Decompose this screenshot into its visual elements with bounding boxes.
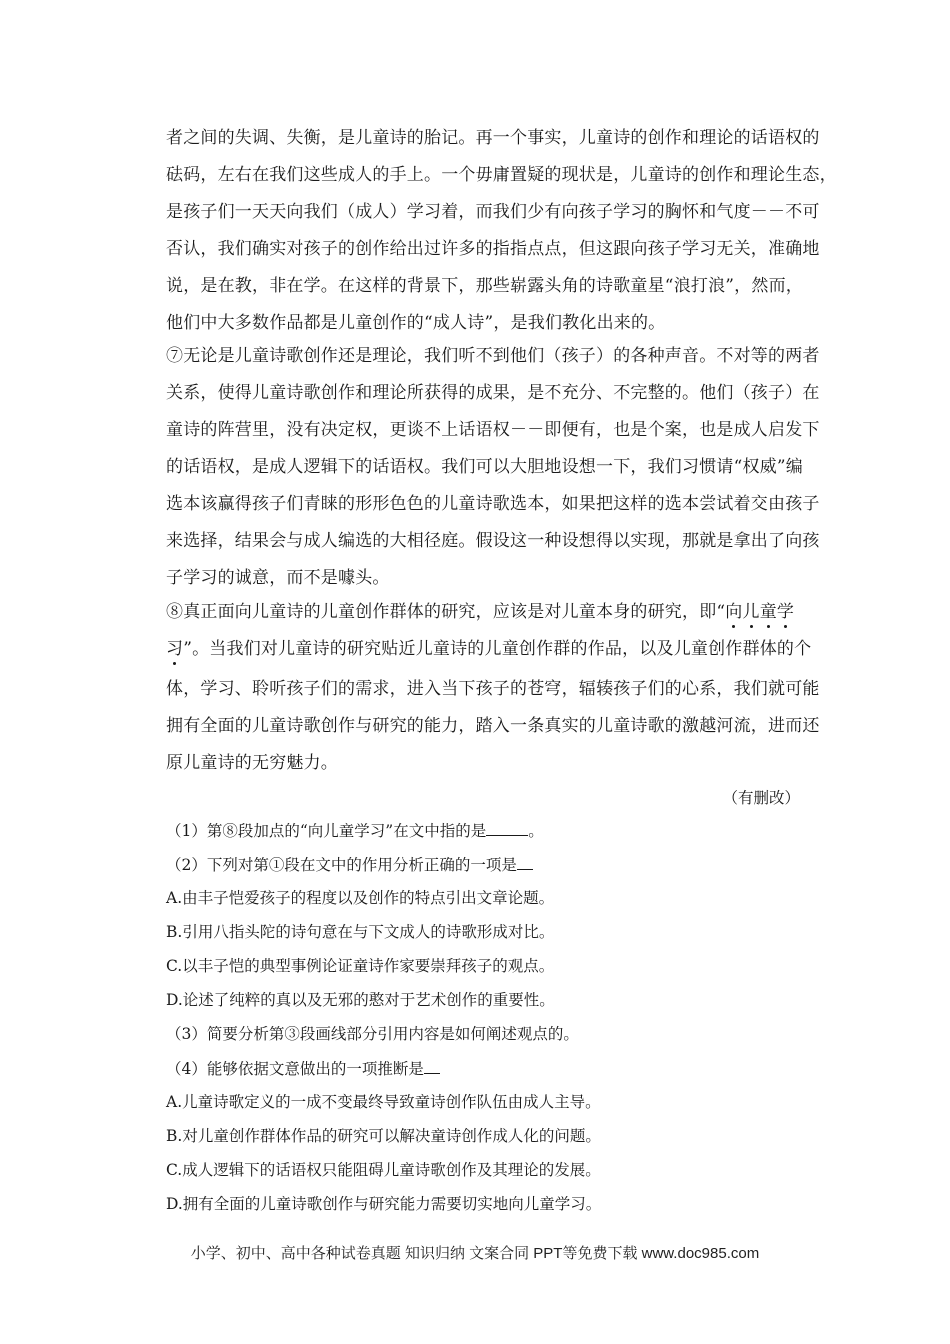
dotted-char: 向 xyxy=(725,602,742,622)
page-footer: 小学、初中、高中各种试卷真题 知识归纳 文案合同 PPT等免费下载 www.doc985.com xyxy=(190,1245,760,1262)
passage-line: 原儿童诗的无穷魅力。 xyxy=(166,753,338,773)
question-2: （2）下列对第①段在文中的作用分析正确的一项是 xyxy=(166,853,816,876)
passage-text: ⑧真正面向儿童诗的儿童创作群体的研究，应该是对儿童本身的研究，即“ xyxy=(166,602,726,622)
question-3: （3）简要分析第③段画线部分引用内容是如何阐述观点的。 xyxy=(166,1025,579,1043)
passage-line: 说，是在教，非在学。在这样的背景下，那些崭露头角的诗歌童星“浪打浪”，然而， xyxy=(166,276,803,296)
option-item: D.论述了纯粹的真以及无邪的憨对于艺术创作的重要性。 xyxy=(166,991,555,1009)
answer-blank[interactable] xyxy=(424,1057,440,1074)
passage-line: 关系，使得儿童诗歌创作和理论所获得的成果，是不充分、不完整的。他们（孩子）在 xyxy=(166,383,820,403)
dotted-char: 童 xyxy=(760,602,777,622)
passage-line: 拥有全面的儿童诗歌创作与研究的能力，踏入一条真实的儿童诗歌的激越河流，进而还 xyxy=(166,716,820,736)
passage-line: 他们中大多数作品都是儿童创作的“成人诗”，是我们教化出来的。 xyxy=(166,313,666,333)
passage-line: 子学习的诚意，而不是噱头。 xyxy=(166,568,390,588)
passage-text: ”。当我们对儿童诗的研究贴近儿童诗的儿童创作群的作品，以及儿童创作群体的个 xyxy=(183,639,812,659)
dotted-char: 习 xyxy=(166,639,183,659)
answer-blank[interactable] xyxy=(517,853,533,870)
passage-line-dotted xyxy=(166,600,816,624)
option-item: C.成人逻辑下的话语权只能阻碍儿童诗歌创作及其理论的发展。 xyxy=(166,1161,601,1179)
option-item: A.由丰子恺爱孩子的程度以及创作的特点引出文章论题。 xyxy=(166,889,555,907)
question-1: （1）第⑧段加点的“向儿童学习”在文中指的是 。 xyxy=(166,819,816,842)
option-item: A.儿童诗歌定义的一成不变最终导致童诗创作队伍由成人主导。 xyxy=(166,1093,601,1111)
passage-line: 砝码，左右在我们这些成人的手上。一个毋庸置疑的现状是，儿童诗的创作和理论生态， xyxy=(166,165,837,185)
passage-line: 否认，我们确实对孩子的创作给出过许多的指指点点，但这跟向孩子学习无关，准确地 xyxy=(166,239,820,259)
answer-blank[interactable] xyxy=(486,819,528,836)
passage-line: ⑦无论是儿童诗歌创作还是理论，我们听不到他们（孩子）的各种声音。不对等的两者 xyxy=(166,346,820,366)
option-item: B.对儿童创作群体作品的研究可以解决童诗创作成人化的问题。 xyxy=(166,1127,601,1145)
passage-line: 选本该赢得孩子们青睐的形形色色的儿童诗歌选本，如果把这样的选本尝试着交由孩子 xyxy=(166,494,820,514)
passage-line: 童诗的阵营里，没有决定权，更谈不上话语权－－即便有，也是个案，也是成人启发下 xyxy=(166,420,820,440)
source-note: （有删改） xyxy=(722,789,800,807)
dotted-char: 学 xyxy=(777,602,794,622)
passage-line-dotted xyxy=(166,637,816,661)
passage-line: 体，学习、聆听孩子们的需求，进入当下孩子的苍穹，辐辏孩子们的心系，我们就可能 xyxy=(166,679,820,699)
passage-line: 来选择，结果会与成人编选的大相径庭。假设这一种设想得以实现，那就是拿出了向孩 xyxy=(166,531,820,551)
option-item: B.引用八指头陀的诗句意在与下文成人的诗歌形成对比。 xyxy=(166,923,555,941)
passage-line: 是孩子们一天天向我们（成人）学习着，而我们少有向孩子学习的胸怀和气度－－不可 xyxy=(166,202,820,222)
question-4: （4）能够依据文意做出的一项推断是 xyxy=(166,1057,816,1080)
dotted-char: 儿 xyxy=(743,602,760,622)
passage-line: 的话语权，是成人逻辑下的话语权。我们可以大胆地设想一下，我们习惯请“权威”编 xyxy=(166,457,803,477)
option-item: C.以丰子恺的典型事例论证童诗作家要崇拜孩子的观点。 xyxy=(166,957,555,975)
passage-line: 者之间的失调、失衡，是儿童诗的胎记。再一个事实，儿童诗的创作和理论的话语权的 xyxy=(166,128,820,148)
option-item: D.拥有全面的儿童诗歌创作与研究能力需要切实地向儿童学习。 xyxy=(166,1195,602,1213)
